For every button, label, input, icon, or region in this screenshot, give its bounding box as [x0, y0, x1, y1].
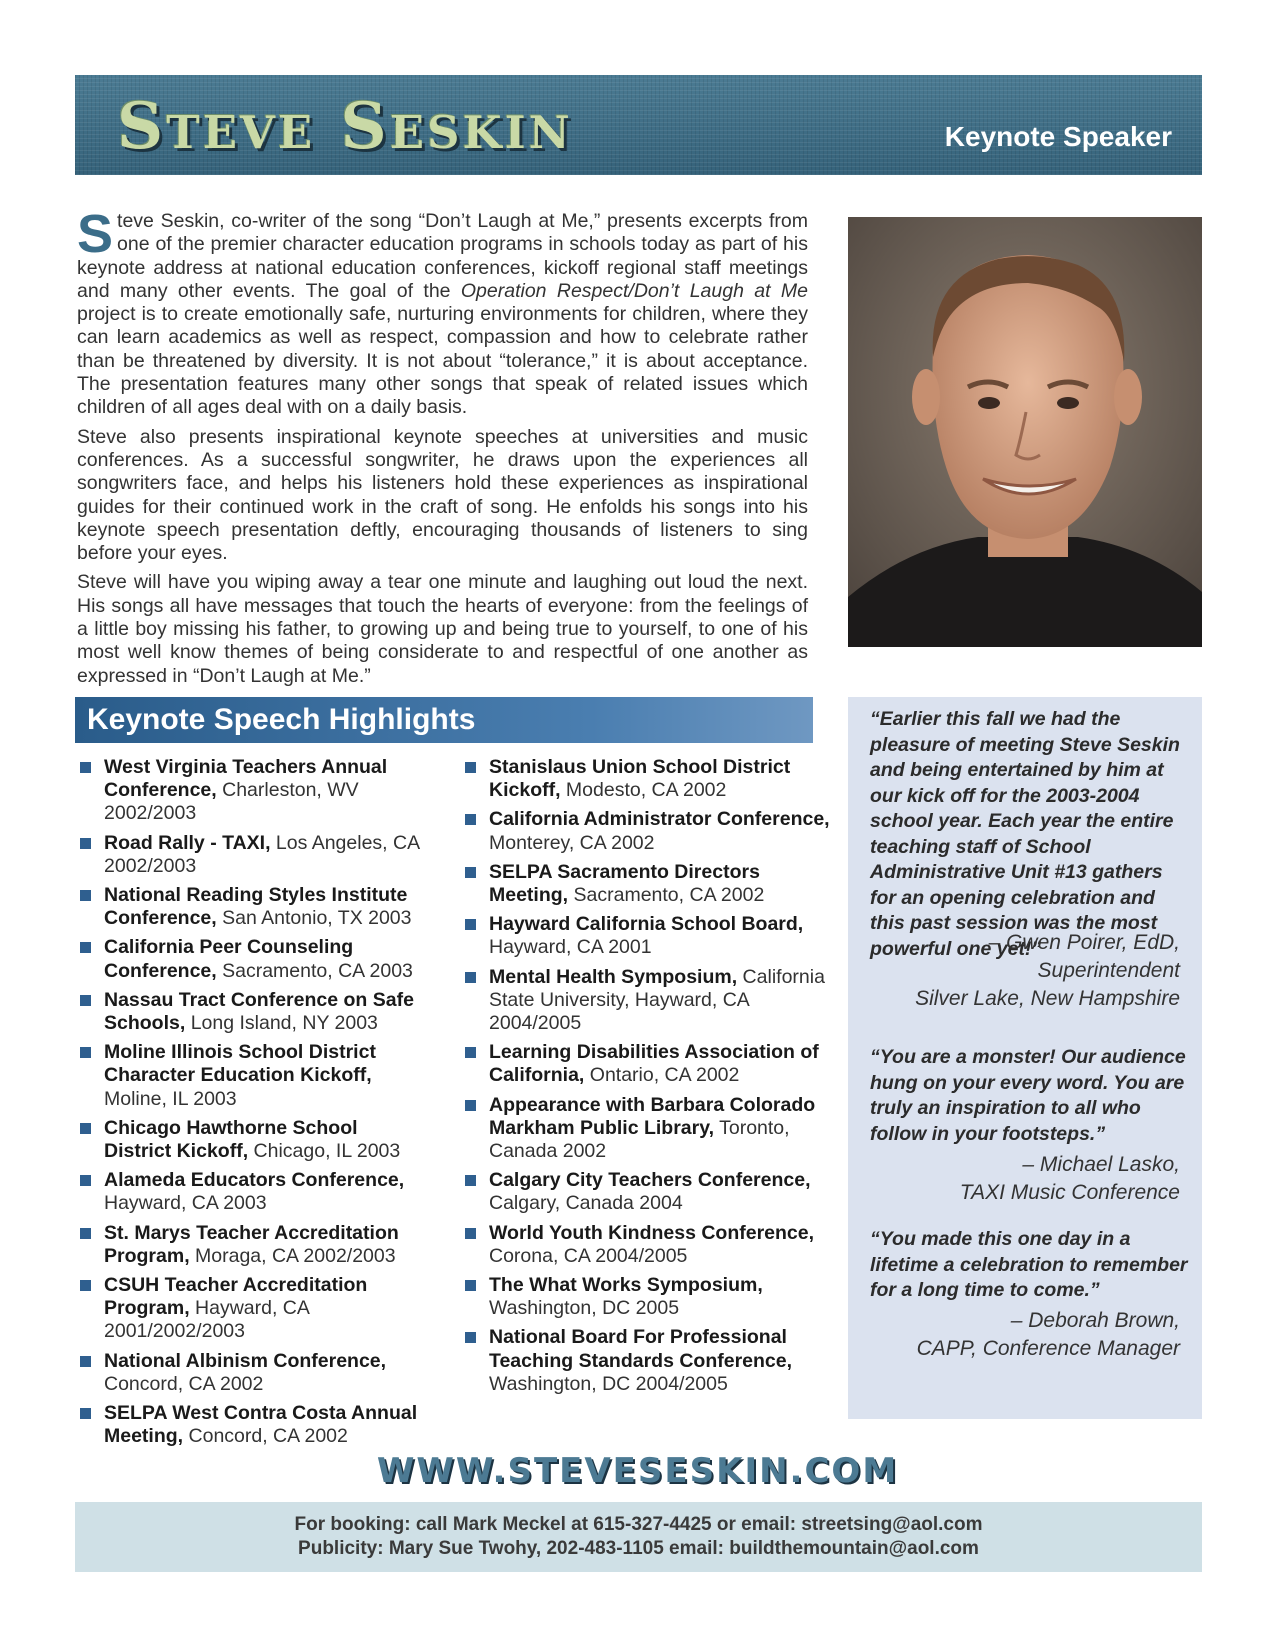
highlight-event: St. Marys Teacher Accreditation Program,	[104, 1221, 399, 1267]
highlight-location: Washington, DC 2005	[489, 1297, 680, 1320]
highlight-item	[80, 1041, 430, 1111]
highlight-item	[465, 1041, 840, 1087]
highlight-event: National Reading Styles Institute Conference,	[104, 884, 408, 930]
testimonial-1-place: Silver Lake, New Hampshire	[915, 987, 1180, 1010]
highlight-location: Charleston, WV 2002/2003	[104, 779, 359, 825]
bio-paragraph-2: Steve also presents inspirational keynote speeches at universities and music conferences. As a successful songwriter, he draws upon the experiences all songwriters face, and helps his listeners hold these experiences as inspirational guides for their continued work in the craft of song. He enfolds his songs into his keynote speech presentation deftly, encouraging thousands of listeners to sing before your eyes.	[77, 425, 808, 565]
speaker-role: Keynote Speaker	[944, 121, 1172, 152]
highlight-event: Nassau Tract Conference on Safe Schools,	[104, 988, 414, 1035]
highlight-location: Moraga, CA 2002/2003	[189, 1244, 396, 1267]
square-bullet-icon	[465, 1100, 476, 1111]
highlight-item	[465, 756, 840, 802]
highlight-location: Hayward, CA 2001/2002/2003	[104, 1297, 309, 1343]
highlight-item	[465, 1094, 840, 1164]
square-bullet-icon	[465, 1280, 476, 1291]
square-bullet-icon	[465, 1332, 476, 1343]
highlight-location: Long Island, NY 2003	[185, 1012, 378, 1035]
testimonials-panel	[848, 697, 1202, 1419]
highlight-event: World Youth Kindness Conference,	[489, 1221, 815, 1244]
highlight-event: The What Works Symposium,	[489, 1274, 763, 1297]
bio-paragraph-1	[77, 204, 808, 420]
testimonial-3-org: CAPP, Conference Manager	[916, 1337, 1180, 1360]
highlight-location: Chicago, IL 2003	[248, 1140, 401, 1163]
square-bullet-icon	[80, 1047, 91, 1058]
highlight-item	[80, 1117, 430, 1163]
highlight-item	[465, 1326, 840, 1396]
booking-info-bar	[75, 1502, 1202, 1572]
highlight-item	[80, 756, 430, 826]
highlights-header	[75, 697, 813, 743]
square-bullet-icon	[80, 1408, 91, 1419]
header-banner	[75, 75, 1202, 175]
testimonial-1-author: – Gwen Poirer, EdD,	[988, 931, 1180, 954]
highlight-item	[465, 913, 840, 959]
highlight-location: Concord, CA 2002	[183, 1425, 348, 1448]
highlight-location: Sacramento, CA 2002	[568, 884, 765, 907]
highlight-item	[465, 966, 840, 1036]
highlight-location: Concord, CA 2002	[104, 1372, 264, 1395]
square-bullet-icon	[80, 890, 91, 901]
bio-section	[77, 204, 808, 694]
highlight-location: Hayward, CA 2003	[104, 1192, 267, 1215]
testimonial-attribution-1	[860, 929, 1180, 1013]
highlight-item	[80, 1169, 430, 1215]
highlight-event: SELPA Sacramento Directors Meeting,	[489, 860, 760, 907]
highlight-event: Calgary City Teachers Conference,	[489, 1169, 811, 1192]
highlights-right-column	[465, 756, 840, 1402]
highlight-location: Corona, CA 2004/2005	[489, 1244, 688, 1267]
highlight-location: Moline, IL 2003	[104, 1087, 237, 1110]
highlights-title: Keynote Speech Highlights	[87, 703, 476, 736]
highlight-event: Moline Illinois School District Character Education Kickoff,	[104, 1041, 376, 1087]
square-bullet-icon	[465, 1228, 476, 1239]
highlight-event: Stanislaus Union School District Kickoff,	[489, 756, 791, 802]
drop-cap: S	[77, 204, 114, 264]
highlight-event: SELPA West Contra Costa Annual Meeting,	[104, 1402, 418, 1448]
square-bullet-icon	[80, 1280, 91, 1291]
highlight-location: Monterey, CA 2002	[489, 831, 655, 854]
highlight-item	[465, 861, 840, 907]
testimonial-3-author: – Deborah Brown,	[1010, 1309, 1180, 1332]
highlight-event: Road Rally - TAXI,	[104, 831, 271, 854]
speaker-photo	[848, 217, 1202, 647]
square-bullet-icon	[80, 1175, 91, 1186]
square-bullet-icon	[465, 867, 476, 878]
bio-p1-italic: Operation Respect/Don’t Laugh at Me	[460, 279, 808, 302]
square-bullet-icon	[80, 762, 91, 773]
highlight-location: Hayward, CA 2001	[489, 936, 652, 959]
highlight-event: Mental Health Symposium,	[489, 965, 738, 988]
highlight-location: Washington, DC 2004/2005	[489, 1372, 728, 1395]
highlight-location: San Antonio, TX 2003	[216, 907, 412, 930]
highlight-item	[80, 1402, 430, 1448]
highlight-event: Appearance with Barbara Colorado Markham Public Library,	[489, 1093, 816, 1139]
highlight-event: Hayward California School Board,	[489, 913, 804, 936]
highlight-location: Ontario, CA 2002	[584, 1064, 740, 1087]
highlight-item	[80, 1350, 430, 1396]
highlight-event: Learning Disabilities Association of California,	[489, 1041, 819, 1087]
testimonial-quote-2: “You are a monster! Our audience hung on your every word. You are truly an inspiration to all who follow in your footsteps.”	[870, 1046, 1186, 1145]
highlight-location: Toronto, Canada 2002	[489, 1116, 790, 1163]
testimonial-attribution-3	[860, 1307, 1180, 1363]
testimonial-quote-1: “Earlier this fall we had the pleasure of meeting Steve Seskin and being entertained by him at our kick off for the 2003-2004 school year. Each year the entire teaching staff of School Administrative Unit #13 gathers for an opening celebration and this past session was the most powerful one yet!”	[870, 708, 1180, 960]
testimonial-2-org: TAXI Music Conference	[959, 1181, 1180, 1204]
square-bullet-icon	[465, 972, 476, 983]
highlight-event: CSUH Teacher Accreditation Program,	[104, 1274, 368, 1320]
square-bullet-icon	[465, 1175, 476, 1186]
highlight-item	[80, 936, 430, 982]
highlights-left-column	[80, 756, 430, 1454]
highlight-location: Calgary, Canada 2004	[489, 1192, 683, 1215]
square-bullet-icon	[80, 1356, 91, 1367]
square-bullet-icon	[80, 1228, 91, 1239]
highlight-item	[465, 808, 840, 854]
square-bullet-icon	[465, 1047, 476, 1058]
square-bullet-icon	[465, 762, 476, 773]
highlight-location: Sacramento, CA 2003	[216, 959, 413, 982]
highlight-event: West Virginia Teachers Annual Conference,	[104, 756, 388, 802]
highlight-event: National Albinism Conference,	[104, 1349, 387, 1372]
bio-p1-end: project is to create emotionally safe, nurturing environments for children, where they can learn academics as well as respect, compassion and how to celebrate rather than be threatened by diversity. It is not about “tolerance,” it is about acceptance. The presentation features many other songs that speak of related issues which children of all ages deal with on a daily basis.	[77, 303, 808, 419]
highlight-event: California Peer Counseling Conference,	[104, 936, 354, 982]
highlight-item	[80, 832, 430, 878]
highlight-item	[465, 1169, 840, 1215]
publicity-line: Publicity: Mary Sue Twohy, 202-483-1105 email: buildthemountain@aol.com	[298, 1538, 979, 1559]
testimonial-2-author: – Michael Lasko,	[1022, 1153, 1180, 1176]
testimonial-1-title: Superintendent	[1037, 959, 1180, 982]
highlight-item	[80, 1274, 430, 1344]
highlight-item	[465, 1274, 840, 1320]
highlight-location: California State University, Hayward, CA 2004/2005	[489, 965, 825, 1035]
highlight-event: National Board For Professional Teaching Standards Conference,	[489, 1326, 793, 1372]
square-bullet-icon	[465, 919, 476, 930]
square-bullet-icon	[80, 1123, 91, 1134]
square-bullet-icon	[80, 995, 91, 1006]
highlight-event: Alameda Educators Conference,	[104, 1169, 405, 1192]
speaker-name: Steve Seskin	[117, 89, 573, 164]
highlight-item	[80, 1222, 430, 1268]
highlight-event: California Administrator Conference,	[489, 808, 830, 831]
bio-paragraph-3: Steve will have you wiping away a tear one minute and laughing out loud the next. His songs all have messages that touch the hearts of everyone: from the feelings of a little boy missing his father, to growing up and being true to yourself, to one of his most well know themes of being considerate to and respectful of one another as expressed in “Don’t Laugh at Me.”	[77, 571, 808, 687]
highlight-location: Modesto, CA 2002	[560, 779, 727, 802]
highlight-location: Los Angeles, CA 2002/2003	[104, 831, 420, 877]
website-link[interactable]: WWW.STEVESESKIN.COM	[376, 1451, 899, 1491]
square-bullet-icon	[80, 838, 91, 849]
highlight-item	[80, 989, 430, 1035]
highlight-item	[465, 1222, 840, 1268]
testimonial-attribution-2	[860, 1151, 1180, 1207]
square-bullet-icon	[80, 942, 91, 953]
highlight-event: Chicago Hawthorne School District Kickoff,	[104, 1116, 358, 1163]
square-bullet-icon	[465, 814, 476, 825]
testimonial-quote-3: “You made this one day in a lifetime a celebration to remember for a long time to come.”	[870, 1228, 1188, 1301]
bio-p1-text: teve Seskin, co-writer of the song “Don’t Laugh at Me,” presents excerpts from one of the premier character education programs in schools today as part of his keynote address at national education conferences, kickoff regional staff meetings and many other events. The goal of the	[77, 210, 808, 302]
booking-line: For booking: call Mark Meckel at 615-327-4425 or email: streetsing@aol.com	[294, 1514, 983, 1535]
highlight-item	[80, 884, 430, 930]
